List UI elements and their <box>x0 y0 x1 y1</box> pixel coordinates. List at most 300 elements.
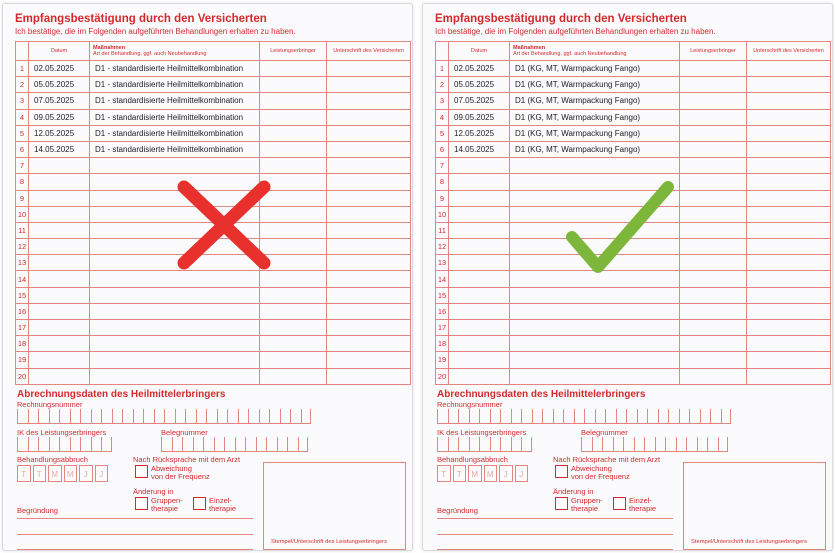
row-date[interactable] <box>449 352 510 368</box>
belegnummer-field[interactable] <box>161 437 308 452</box>
digit-box[interactable] <box>592 437 603 452</box>
begruendung-line-2[interactable] <box>437 534 673 535</box>
row-date[interactable] <box>29 158 90 174</box>
row-unterschrift[interactable] <box>327 77 411 93</box>
digit-box[interactable] <box>70 409 81 424</box>
row-unterschrift[interactable] <box>747 109 831 125</box>
digit-box[interactable] <box>161 437 172 452</box>
row-leistungserbringer[interactable] <box>680 61 747 77</box>
row-measure[interactable] <box>90 368 260 384</box>
digit-box[interactable] <box>479 409 490 424</box>
row-leistungserbringer[interactable] <box>680 271 747 287</box>
row-leistungserbringer[interactable] <box>260 287 327 303</box>
digit-box[interactable] <box>49 409 60 424</box>
digit-box[interactable] <box>647 409 658 424</box>
date-part-box[interactable]: M <box>468 465 482 482</box>
row-leistungserbringer[interactable] <box>680 320 747 336</box>
row-leistungserbringer[interactable] <box>260 352 327 368</box>
table-row <box>16 61 411 77</box>
row-number: 10 <box>436 206 449 222</box>
row-measure[interactable] <box>90 352 260 368</box>
begruendung-line-2[interactable] <box>17 534 253 535</box>
begruendung-line-1[interactable] <box>437 518 673 519</box>
digit-box[interactable] <box>28 409 39 424</box>
row-unterschrift[interactable] <box>747 320 831 336</box>
digit-box[interactable] <box>224 437 235 452</box>
abweichung-checkbox[interactable] <box>135 465 148 478</box>
row-measure[interactable] <box>510 158 680 174</box>
row-leistungserbringer[interactable] <box>260 125 327 141</box>
gruppentherapie-checkbox[interactable] <box>135 497 148 510</box>
digit-box[interactable] <box>133 409 144 424</box>
gruppentherapie-checkbox[interactable] <box>555 497 568 510</box>
row-date[interactable]: 09.05.2025 <box>29 109 90 125</box>
digit-box[interactable] <box>644 437 655 452</box>
row-measure[interactable]: D1 - standardisierte Heilmittelkombination <box>90 109 260 125</box>
digit-box[interactable] <box>721 409 732 424</box>
row-date[interactable] <box>449 287 510 303</box>
row-leistungserbringer[interactable] <box>680 141 747 157</box>
digit-box[interactable] <box>634 437 645 452</box>
digit-box[interactable] <box>616 409 627 424</box>
date-part-box[interactable]: M <box>64 465 78 482</box>
date-part-box[interactable]: J <box>499 465 513 482</box>
row-leistungserbringer[interactable] <box>680 190 747 206</box>
row-unterschrift[interactable] <box>327 141 411 157</box>
row-measure[interactable] <box>510 287 680 303</box>
digit-box[interactable] <box>277 437 288 452</box>
row-unterschrift[interactable] <box>327 239 411 255</box>
row-leistungserbringer[interactable] <box>680 206 747 222</box>
digit-box[interactable] <box>697 437 708 452</box>
digit-box[interactable] <box>605 409 616 424</box>
digit-box[interactable] <box>448 409 459 424</box>
row-number: 14 <box>16 271 29 287</box>
row-unterschrift[interactable] <box>747 271 831 287</box>
digit-box[interactable] <box>658 409 669 424</box>
row-leistungserbringer[interactable] <box>680 77 747 93</box>
table-row <box>436 61 831 77</box>
row-date[interactable]: 07.05.2025 <box>29 93 90 109</box>
row-date[interactable] <box>449 368 510 384</box>
digit-box[interactable] <box>101 409 112 424</box>
row-date[interactable]: 07.05.2025 <box>449 93 510 109</box>
row-unterschrift[interactable] <box>747 303 831 319</box>
row-leistungserbringer[interactable] <box>680 174 747 190</box>
date-part-box[interactable]: T <box>453 465 467 482</box>
row-date[interactable] <box>449 320 510 336</box>
row-date[interactable] <box>449 303 510 319</box>
digit-box[interactable] <box>101 437 112 452</box>
digit-box[interactable] <box>521 437 532 452</box>
digit-box[interactable] <box>259 409 270 424</box>
green-checkmark-icon <box>560 175 680 280</box>
digit-box[interactable] <box>490 409 501 424</box>
digit-box[interactable] <box>217 409 228 424</box>
digit-box[interactable] <box>637 409 648 424</box>
digit-box[interactable] <box>80 409 91 424</box>
digit-box[interactable] <box>298 437 309 452</box>
row-measure[interactable] <box>510 336 680 352</box>
row-measure[interactable]: D1 - standardisierte Heilmittelkombination <box>90 93 260 109</box>
begruendung-line-3[interactable] <box>437 549 673 550</box>
row-date[interactable]: 14.05.2025 <box>29 141 90 157</box>
digit-box[interactable] <box>469 437 480 452</box>
row-date[interactable] <box>449 174 510 190</box>
abweichung-checkbox[interactable] <box>555 465 568 478</box>
ik-field[interactable] <box>17 437 112 452</box>
row-leistungserbringer[interactable] <box>260 368 327 384</box>
abbruch-date-field[interactable] <box>437 465 530 482</box>
row-unterschrift[interactable] <box>747 239 831 255</box>
row-unterschrift[interactable] <box>327 222 411 238</box>
digit-box[interactable] <box>668 409 679 424</box>
row-leistungserbringer[interactable] <box>680 255 747 271</box>
digit-box[interactable] <box>164 409 175 424</box>
row-unterschrift[interactable] <box>747 352 831 368</box>
digit-box[interactable] <box>203 437 214 452</box>
row-unterschrift[interactable] <box>327 125 411 141</box>
row-date[interactable] <box>449 158 510 174</box>
row-leistungserbringer[interactable] <box>680 239 747 255</box>
form-incorrect <box>2 3 413 551</box>
row-date[interactable] <box>449 271 510 287</box>
digit-box[interactable] <box>182 437 193 452</box>
row-unterschrift[interactable] <box>747 174 831 190</box>
stamp-box[interactable] <box>263 462 406 550</box>
row-unterschrift[interactable] <box>747 206 831 222</box>
row-unterschrift[interactable] <box>327 336 411 352</box>
digit-box[interactable] <box>626 409 637 424</box>
digit-box[interactable] <box>469 409 480 424</box>
row-leistungserbringer[interactable] <box>680 303 747 319</box>
digit-box[interactable] <box>59 409 70 424</box>
row-leistungserbringer[interactable] <box>260 61 327 77</box>
digit-box[interactable] <box>665 437 676 452</box>
row-measure[interactable]: D1 (KG, MT, Warmpackung Fango) <box>510 109 680 125</box>
row-unterschrift[interactable] <box>327 255 411 271</box>
abbruch-date-field[interactable] <box>17 465 110 482</box>
row-date[interactable] <box>29 206 90 222</box>
digit-box[interactable] <box>532 409 543 424</box>
date-part-box[interactable]: J <box>79 465 93 482</box>
row-leistungserbringer[interactable] <box>680 368 747 384</box>
date-part-box[interactable]: M <box>48 465 62 482</box>
row-measure[interactable]: D1 (KG, MT, Warmpackung Fango) <box>510 77 680 93</box>
row-leistungserbringer[interactable] <box>680 158 747 174</box>
row-date[interactable]: 14.05.2025 <box>449 141 510 157</box>
row-unterschrift[interactable] <box>327 352 411 368</box>
row-measure[interactable] <box>90 287 260 303</box>
digit-box[interactable] <box>256 437 267 452</box>
row-unterschrift[interactable] <box>747 255 831 271</box>
row-measure[interactable]: D1 (KG, MT, Warmpackung Fango) <box>510 93 680 109</box>
row-unterschrift[interactable] <box>327 287 411 303</box>
row-unterschrift[interactable] <box>747 287 831 303</box>
row-measure[interactable]: D1 - standardisierte Heilmittelkombination <box>90 125 260 141</box>
digit-box[interactable] <box>269 409 280 424</box>
begruendung-line-3[interactable] <box>17 549 253 550</box>
digit-box[interactable] <box>154 409 165 424</box>
row-date[interactable] <box>449 336 510 352</box>
digit-box[interactable] <box>280 409 291 424</box>
row-leistungserbringer[interactable] <box>260 93 327 109</box>
digit-box[interactable] <box>563 409 574 424</box>
row-leistungserbringer[interactable] <box>260 303 327 319</box>
row-date[interactable] <box>449 206 510 222</box>
digit-box[interactable] <box>122 409 133 424</box>
digit-box[interactable] <box>679 409 690 424</box>
row-number: 18 <box>16 336 29 352</box>
date-part-box[interactable]: T <box>33 465 47 482</box>
digit-box[interactable] <box>700 409 711 424</box>
digit-box[interactable] <box>175 409 186 424</box>
digit-box[interactable] <box>235 437 246 452</box>
row-number: 4 <box>436 109 449 125</box>
digit-box[interactable] <box>718 437 729 452</box>
table-row <box>16 77 411 93</box>
digit-box[interactable] <box>266 437 277 452</box>
row-measure[interactable]: D1 (KG, MT, Warmpackung Fango) <box>510 125 680 141</box>
row-date[interactable] <box>29 255 90 271</box>
row-measure[interactable] <box>90 320 260 336</box>
row-leistungserbringer[interactable] <box>680 125 747 141</box>
digit-box[interactable] <box>581 437 592 452</box>
digit-box[interactable] <box>623 437 634 452</box>
digit-box[interactable] <box>542 409 553 424</box>
row-unterschrift[interactable] <box>327 303 411 319</box>
row-unterschrift[interactable] <box>747 77 831 93</box>
row-number: 11 <box>436 222 449 238</box>
digit-box[interactable] <box>448 437 459 452</box>
header-unterschrift: Unterschrift des Versicherten <box>327 42 411 61</box>
row-number: 5 <box>16 125 29 141</box>
table-row <box>436 303 831 319</box>
rechnungsnummer-field[interactable] <box>17 409 311 424</box>
row-date[interactable]: 02.05.2025 <box>449 61 510 77</box>
row-unterschrift[interactable] <box>327 93 411 109</box>
belegnummer-field[interactable] <box>581 437 728 452</box>
row-unterschrift[interactable] <box>327 174 411 190</box>
header-massnahmen-sub: Art der Behandlung, ggf. auch Neubehandlung <box>93 51 207 57</box>
row-date[interactable] <box>449 190 510 206</box>
row-unterschrift[interactable] <box>747 61 831 77</box>
row-measure[interactable] <box>510 303 680 319</box>
digit-box[interactable] <box>17 409 28 424</box>
row-leistungserbringer[interactable] <box>260 109 327 125</box>
digit-box[interactable] <box>287 437 298 452</box>
digit-box[interactable] <box>500 409 511 424</box>
row-leistungserbringer[interactable] <box>680 352 747 368</box>
row-measure[interactable]: D1 (KG, MT, Warmpackung Fango) <box>510 141 680 157</box>
digit-box[interactable] <box>479 437 490 452</box>
date-part-box[interactable]: M <box>484 465 498 482</box>
digit-box[interactable] <box>91 437 102 452</box>
digit-box[interactable] <box>686 437 697 452</box>
row-unterschrift[interactable] <box>747 222 831 238</box>
row-unterschrift[interactable] <box>327 271 411 287</box>
row-measure[interactable] <box>510 368 680 384</box>
digit-box[interactable] <box>91 409 102 424</box>
digit-box[interactable] <box>196 409 207 424</box>
row-measure[interactable]: D1 - standardisierte Heilmittelkombination <box>90 61 260 77</box>
rechnungsnummer-field[interactable] <box>437 409 731 424</box>
row-date[interactable]: 09.05.2025 <box>449 109 510 125</box>
row-date[interactable] <box>29 190 90 206</box>
digit-box[interactable] <box>38 409 49 424</box>
einzeltherapie-checkbox[interactable] <box>613 497 626 510</box>
digit-box[interactable] <box>17 437 28 452</box>
row-date[interactable] <box>29 271 90 287</box>
row-date[interactable]: 12.05.2025 <box>29 125 90 141</box>
row-leistungserbringer[interactable] <box>260 158 327 174</box>
digit-box[interactable] <box>214 437 225 452</box>
einzeltherapie-checkbox[interactable] <box>193 497 206 510</box>
digit-box[interactable] <box>193 437 204 452</box>
digit-box[interactable] <box>70 437 81 452</box>
einzeltherapie-label: Einzel- therapie <box>209 496 237 513</box>
digit-box[interactable] <box>112 409 123 424</box>
digit-box[interactable] <box>301 409 312 424</box>
row-leistungserbringer[interactable] <box>680 93 747 109</box>
digit-box[interactable] <box>38 437 49 452</box>
begruendung-line-1[interactable] <box>17 518 253 519</box>
row-date[interactable] <box>29 336 90 352</box>
row-leistungserbringer[interactable] <box>260 320 327 336</box>
row-measure[interactable] <box>90 158 260 174</box>
row-measure[interactable] <box>510 352 680 368</box>
row-date[interactable]: 05.05.2025 <box>29 77 90 93</box>
header-massnahmen <box>90 42 260 61</box>
row-leistungserbringer[interactable] <box>260 141 327 157</box>
date-part-box[interactable]: T <box>17 465 31 482</box>
row-measure[interactable] <box>510 320 680 336</box>
digit-box[interactable] <box>689 409 700 424</box>
row-unterschrift[interactable] <box>327 61 411 77</box>
row-unterschrift[interactable] <box>747 141 831 157</box>
digit-box[interactable] <box>602 437 613 452</box>
row-leistungserbringer[interactable] <box>680 336 747 352</box>
row-measure[interactable]: D1 - standardisierte Heilmittelkombination <box>90 141 260 157</box>
row-unterschrift[interactable] <box>327 368 411 384</box>
row-date[interactable] <box>29 320 90 336</box>
digit-box[interactable] <box>437 437 448 452</box>
red-cross-icon <box>170 175 280 275</box>
row-date[interactable] <box>29 368 90 384</box>
digit-box[interactable] <box>245 437 256 452</box>
row-unterschrift[interactable] <box>747 158 831 174</box>
row-measure[interactable] <box>90 303 260 319</box>
digit-box[interactable] <box>238 409 249 424</box>
row-unterschrift[interactable] <box>747 93 831 109</box>
digit-box[interactable] <box>185 409 196 424</box>
digit-box[interactable] <box>49 437 60 452</box>
row-unterschrift[interactable] <box>747 125 831 141</box>
row-unterschrift[interactable] <box>747 336 831 352</box>
digit-box[interactable] <box>290 409 301 424</box>
row-unterschrift[interactable] <box>747 190 831 206</box>
row-date[interactable] <box>29 174 90 190</box>
row-date[interactable] <box>449 239 510 255</box>
row-measure[interactable]: D1 (KG, MT, Warmpackung Fango) <box>510 61 680 77</box>
row-leistungserbringer[interactable] <box>680 222 747 238</box>
stamp-box[interactable] <box>683 462 826 550</box>
digit-box[interactable] <box>28 437 39 452</box>
digit-box[interactable] <box>613 437 624 452</box>
digit-box[interactable] <box>553 409 564 424</box>
row-date[interactable] <box>29 239 90 255</box>
digit-box[interactable] <box>511 409 522 424</box>
digit-box[interactable] <box>490 437 501 452</box>
row-leistungserbringer[interactable] <box>680 109 747 125</box>
digit-box[interactable] <box>521 409 532 424</box>
row-date[interactable]: 02.05.2025 <box>29 61 90 77</box>
digit-box[interactable] <box>676 437 687 452</box>
digit-box[interactable] <box>458 409 469 424</box>
digit-box[interactable] <box>227 409 238 424</box>
row-measure[interactable] <box>90 336 260 352</box>
row-leistungserbringer[interactable] <box>260 77 327 93</box>
digit-box[interactable] <box>437 409 448 424</box>
row-date[interactable]: 05.05.2025 <box>449 77 510 93</box>
date-part-box[interactable]: T <box>437 465 451 482</box>
row-date[interactable] <box>29 222 90 238</box>
row-unterschrift[interactable] <box>327 158 411 174</box>
digit-box[interactable] <box>574 409 585 424</box>
row-number: 4 <box>16 109 29 125</box>
ik-field[interactable] <box>437 437 532 452</box>
row-unterschrift[interactable] <box>327 190 411 206</box>
row-leistungserbringer[interactable] <box>260 336 327 352</box>
row-date[interactable]: 12.05.2025 <box>449 125 510 141</box>
digit-box[interactable] <box>458 437 469 452</box>
row-number: 17 <box>436 320 449 336</box>
digit-box[interactable] <box>59 437 70 452</box>
row-measure[interactable]: D1 - standardisierte Heilmittelkombination <box>90 77 260 93</box>
billing-title: Abrechnungsdaten des Heilmittelerbringers <box>437 389 646 400</box>
digit-box[interactable] <box>248 409 259 424</box>
digit-box[interactable] <box>80 437 91 452</box>
row-date[interactable] <box>449 255 510 271</box>
digit-box[interactable] <box>143 409 154 424</box>
rechnungsnummer-label: Rechnungsnummer <box>17 400 83 409</box>
digit-box[interactable] <box>206 409 217 424</box>
row-date[interactable] <box>29 287 90 303</box>
digit-box[interactable] <box>172 437 183 452</box>
digit-box[interactable] <box>655 437 666 452</box>
row-unterschrift[interactable] <box>327 206 411 222</box>
date-part-box[interactable]: J <box>515 465 529 482</box>
row-leistungserbringer[interactable] <box>680 287 747 303</box>
begruendung-label: Begründung <box>17 506 58 515</box>
row-unterschrift[interactable] <box>327 320 411 336</box>
digit-box[interactable] <box>584 409 595 424</box>
row-date[interactable] <box>449 222 510 238</box>
digit-box[interactable] <box>511 437 522 452</box>
digit-box[interactable] <box>500 437 511 452</box>
row-date[interactable] <box>29 303 90 319</box>
row-date[interactable] <box>29 352 90 368</box>
digit-box[interactable] <box>707 437 718 452</box>
row-unterschrift[interactable] <box>747 368 831 384</box>
digit-box[interactable] <box>710 409 721 424</box>
date-part-box[interactable]: J <box>95 465 109 482</box>
digit-box[interactable] <box>595 409 606 424</box>
row-number: 11 <box>16 222 29 238</box>
header-datum: Datum <box>449 42 510 61</box>
gruppentherapie-label: Gruppen- therapie <box>571 496 603 513</box>
row-unterschrift[interactable] <box>327 109 411 125</box>
